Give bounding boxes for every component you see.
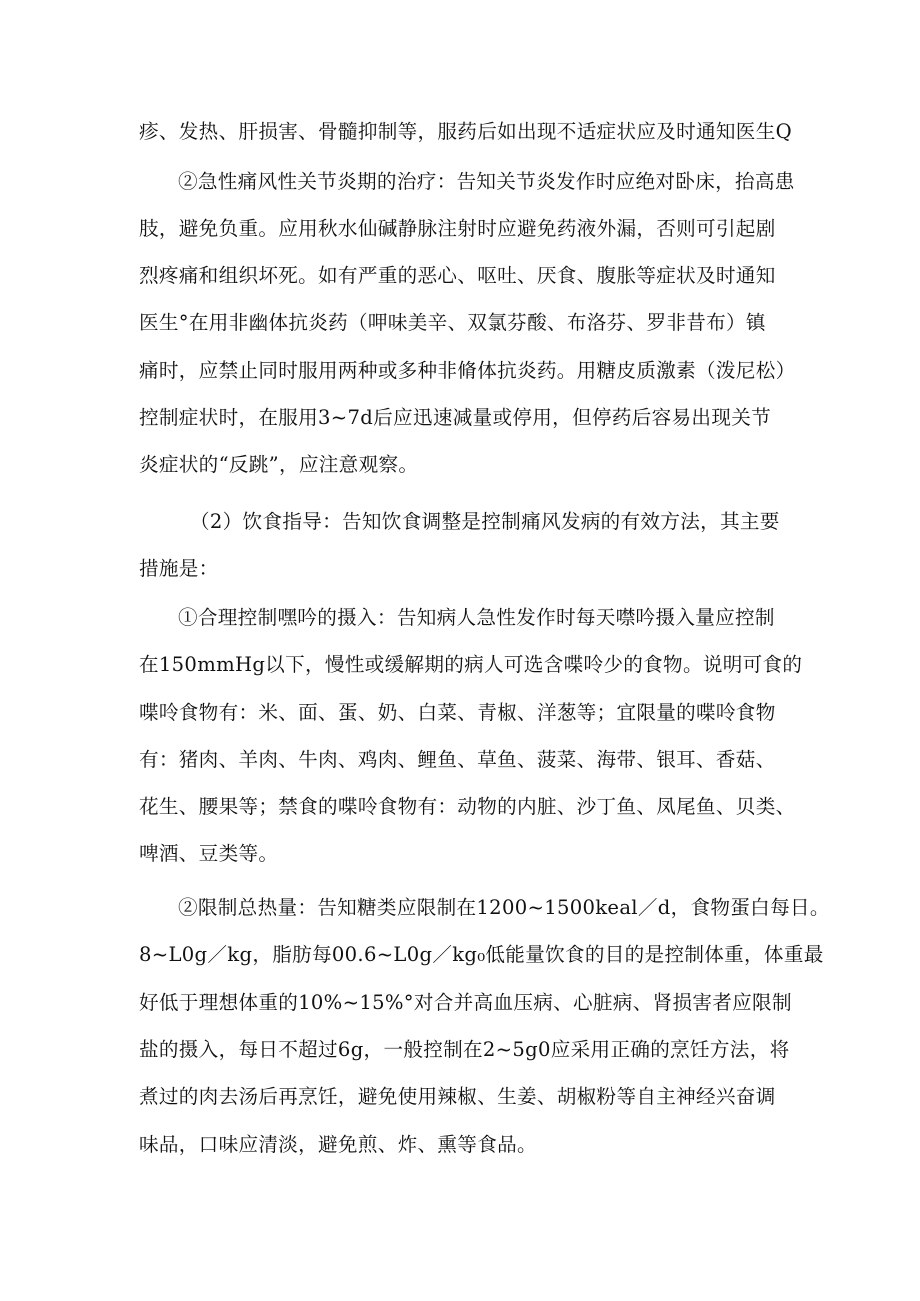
text-line: 措施是： — [139, 557, 219, 580]
text-line: ①合理控制嘿吟的摄入：告知病人急性发作时每天噤吟摄入量应控制 — [178, 606, 775, 629]
text-line: （2）饮食指导：告知饮食调整是控制痛风发病的有效方法，其主要 — [190, 510, 780, 533]
text-line: 花生、腰果等；禁食的喋呤食物有：动物的内脏、沙丁鱼、凤尾鱼、贝类、 — [139, 795, 796, 818]
text-line: ②急性痛风性关节炎期的治疗：告知关节炎发作时应绝对卧床，抬高患 — [178, 170, 795, 193]
text-line: 炎症状的“反跳”，应注意观察。 — [139, 453, 419, 476]
text-line: 有：猪肉、羊肉、牛肉、鸡肉、鲤鱼、草鱼、菠菜、海带、银耳、香菇、 — [139, 748, 776, 771]
text-line: 8~L0g／kg，脂肪每00.6~L0g／kg₀低能量饮食的目的是控制体重，体重最 — [139, 943, 824, 966]
text-line: 痛时，应禁止同时服用两种或多种非脩体抗炎药。用糖皮质激素（泼尼松） — [139, 359, 796, 382]
text-line: 好低于理想体重的10%~15%°对合并高血压病、心脏病、肾损害者应限制 — [139, 991, 792, 1014]
text-line: 啤酒、豆类等。 — [139, 842, 279, 865]
text-line: 疹、发热、肝损害、骨髓抑制等，服药后如出现不适症状应及时通知医生Q — [139, 120, 792, 143]
text-line: 喋呤食物有：米、面、蛋、奶、白菜、青椒、洋葱等；宜限量的喋呤食物 — [139, 701, 776, 724]
text-line: 烈疼痛和组织坏死。如有严重的恶心、呕吐、厌食、腹胀等症状及时通知 — [139, 264, 776, 287]
text-line: 在150mmHg以下，慢性或缓解期的病人可选含喋呤少的食物。说明可食的 — [139, 653, 803, 676]
text-line: ②限制总热量：告知糖类应限制在1200~1500keal／d，食物蛋白每日。 — [178, 896, 830, 919]
text-line: 煮过的肉去汤后再烹饪，避免使用辣椒、生姜、胡椒粉等自主神经兴奋调 — [139, 1085, 776, 1108]
text-line: 控制症状时，在服用3~7d后应迅速减量或停用，但停药后容易出现关节 — [139, 406, 772, 429]
text-line: 肢，避免负重。应用秋水仙碱静脉注射时应避免药液外漏，否则可引起剧 — [139, 217, 776, 240]
text-line: 盐的摄入，每日不超过6g，一般控制在2~5g0应采用正确的烹饪方法，将 — [139, 1038, 790, 1061]
text-line: 医生°在用非幽体抗炎药（呷味美辛、双氯芬酸、布洛芬、罗非昔布）镇 — [139, 311, 766, 334]
text-line: 味品，口味应清淡，避免煎、炸、熏等食品。 — [139, 1133, 537, 1156]
